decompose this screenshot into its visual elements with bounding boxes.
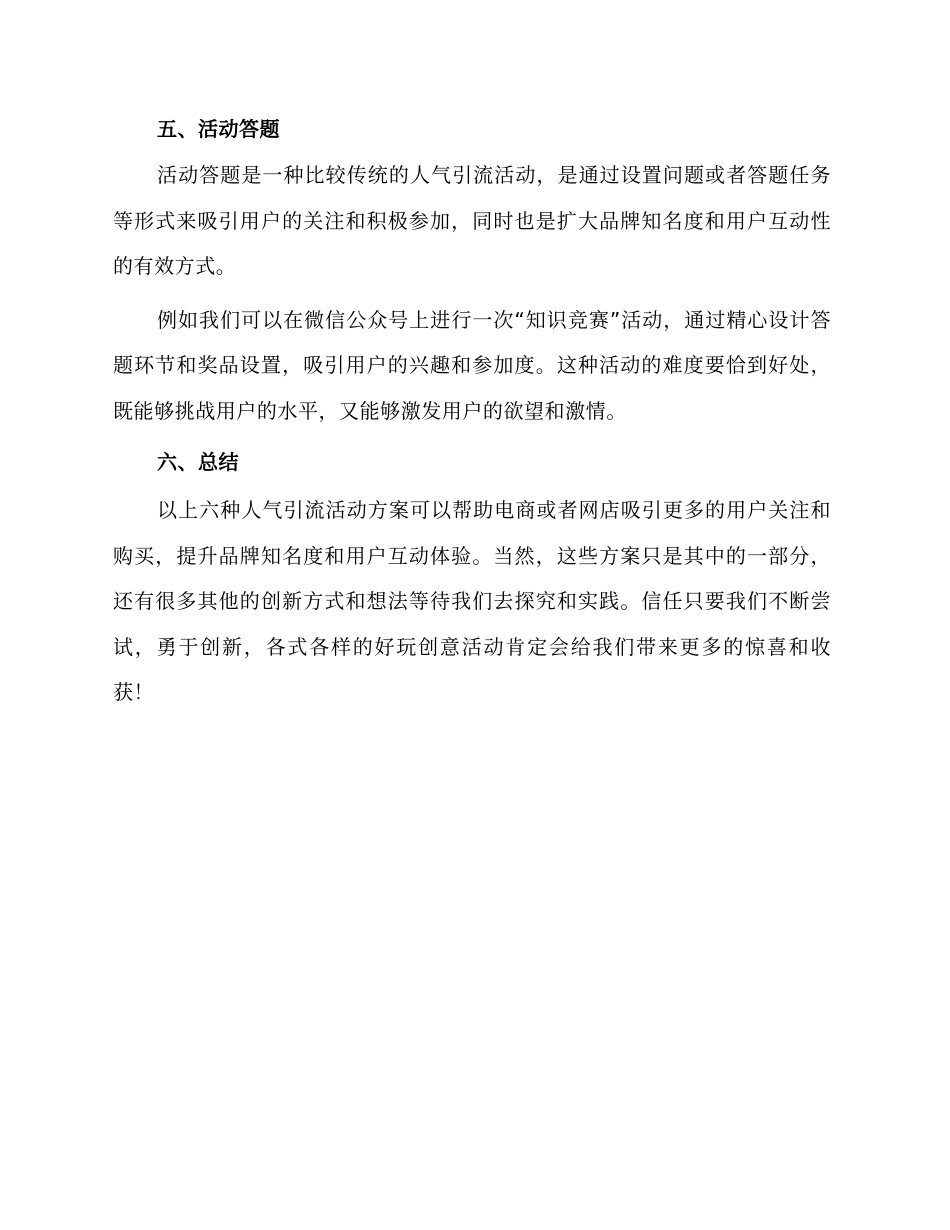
paragraph: 以上六种人气引流活动方案可以帮助电商或者网店吸引更多的用户关注和购买，提升品牌知名度和用户互动体验。当然，这些方案只是其中的一部分，还有很多其他的创新方式和想法等待我们去探究和实践。信任只要我们不断尝试，勇于创新，各式各样的好玩创意活动肯定会给我们带来更多的惊喜和收获！ <box>113 498 831 704</box>
section-heading-summary: 六、总结 <box>157 450 239 474</box>
section-heading-activity-quiz: 五、活动答题 <box>157 117 280 141</box>
document-page <box>113 113 831 716</box>
paragraph: 例如我们可以在微信公众号上进行一次“知识竞赛”活动，通过精心设计答题环节和奖品设置，吸引用户的兴趣和参加度。这种活动的难度要恰到好处，既能够挑战用户的水平，又能够激发用户的欲望和激情。 <box>113 307 831 423</box>
paragraph: 活动答题是一种比较传统的人气引流活动，是通过设置问题或者答题任务等形式来吸引用户的关注和积极参加，同时也是扩大品牌知名度和用户互动性的有效方式。 <box>113 163 831 278</box>
